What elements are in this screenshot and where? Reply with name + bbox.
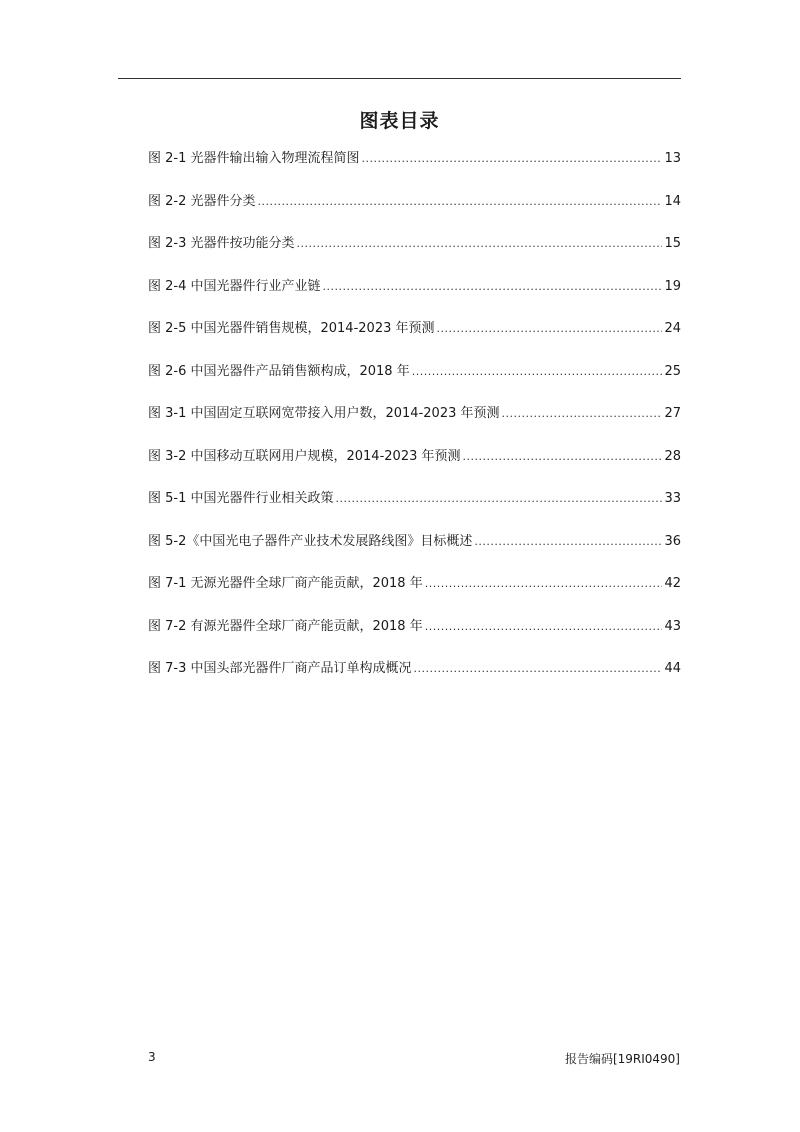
toc-entry[interactable]	[148, 403, 681, 446]
toc-entry-label: 图 2-2 光器件分类	[148, 193, 256, 209]
toc-entry[interactable]	[148, 191, 681, 234]
toc-entry[interactable]	[148, 488, 681, 531]
dot-leader	[323, 276, 663, 298]
toc-entry-label: 图 3-1 中国固定互联网宽带接入用户数，2014-2023 年预测	[148, 406, 500, 421]
toc-entry-page: 13	[664, 151, 681, 166]
figure-table-of-contents	[148, 148, 681, 701]
toc-entry-page: 36	[664, 533, 681, 549]
dot-leader	[362, 148, 663, 170]
toc-entry-page: 27	[664, 406, 681, 421]
dot-leader	[412, 361, 663, 383]
toc-entry-label: 图 2-1 光器件输出输入物理流程简图	[148, 151, 360, 166]
dot-leader	[297, 233, 663, 255]
toc-entry-label: 图 7-3 中国头部光器件厂商产品订单构成概况	[148, 661, 412, 676]
toc-entry[interactable]	[148, 318, 681, 361]
toc-entry[interactable]	[148, 148, 681, 191]
toc-entry[interactable]	[148, 361, 681, 404]
toc-entry[interactable]	[148, 233, 681, 276]
header-rule	[118, 78, 681, 79]
toc-entry-page: 24	[664, 321, 681, 336]
toc-entry[interactable]	[148, 446, 681, 489]
dot-leader	[437, 318, 663, 340]
toc-entry-label: 图 7-2 有源光器件全球厂商产能贡献，2018 年	[148, 618, 423, 634]
toc-entry-page: 14	[664, 193, 681, 209]
toc-entry-label: 图 5-2《中国光电子器件产业技术发展路线图》目标概述	[148, 533, 473, 549]
toc-entry[interactable]	[148, 531, 681, 574]
dot-leader	[258, 191, 663, 213]
toc-entry-page: 42	[664, 576, 681, 591]
dot-leader	[336, 488, 663, 510]
toc-entry-page: 43	[664, 618, 681, 634]
toc-entry-label: 图 3-2 中国移动互联网用户规模，2014-2023 年预测	[148, 448, 461, 464]
footer-page-number: 3	[148, 1050, 156, 1064]
dot-leader	[425, 616, 663, 638]
toc-entry-label: 图 2-5 中国光器件销售规模，2014-2023 年预测	[148, 321, 435, 336]
toc-entry[interactable]	[148, 616, 681, 659]
toc-entry[interactable]	[148, 276, 681, 319]
dot-leader	[474, 531, 662, 553]
dot-leader	[502, 403, 663, 425]
toc-entry-label: 图 2-3 光器件按功能分类	[148, 236, 295, 251]
dot-leader	[463, 446, 663, 468]
toc-entry-label: 图 2-6 中国光器件产品销售额构成，2018 年	[148, 363, 410, 379]
toc-entry-label: 图 2-4 中国光器件行业产业链	[148, 278, 321, 294]
toc-entry-page: 19	[664, 278, 681, 294]
page-title: 图表目录	[359, 110, 440, 132]
dot-leader	[425, 573, 663, 595]
toc-entry-page: 15	[664, 236, 681, 251]
toc-entry-page: 33	[664, 491, 681, 506]
toc-entry-page: 25	[664, 363, 681, 379]
toc-entry[interactable]	[148, 658, 681, 701]
footer-report-code: 报告编码[19RI0490]	[564, 1052, 680, 1066]
toc-entry-page: 44	[664, 661, 681, 676]
toc-entry-label: 图 5-1 中国光器件行业相关政策	[148, 491, 334, 506]
dot-leader	[414, 658, 663, 680]
toc-entry-label: 图 7-1 无源光器件全球厂商产能贡献，2018 年	[148, 576, 423, 591]
toc-entry-page: 28	[664, 448, 681, 464]
toc-entry[interactable]	[148, 573, 681, 616]
